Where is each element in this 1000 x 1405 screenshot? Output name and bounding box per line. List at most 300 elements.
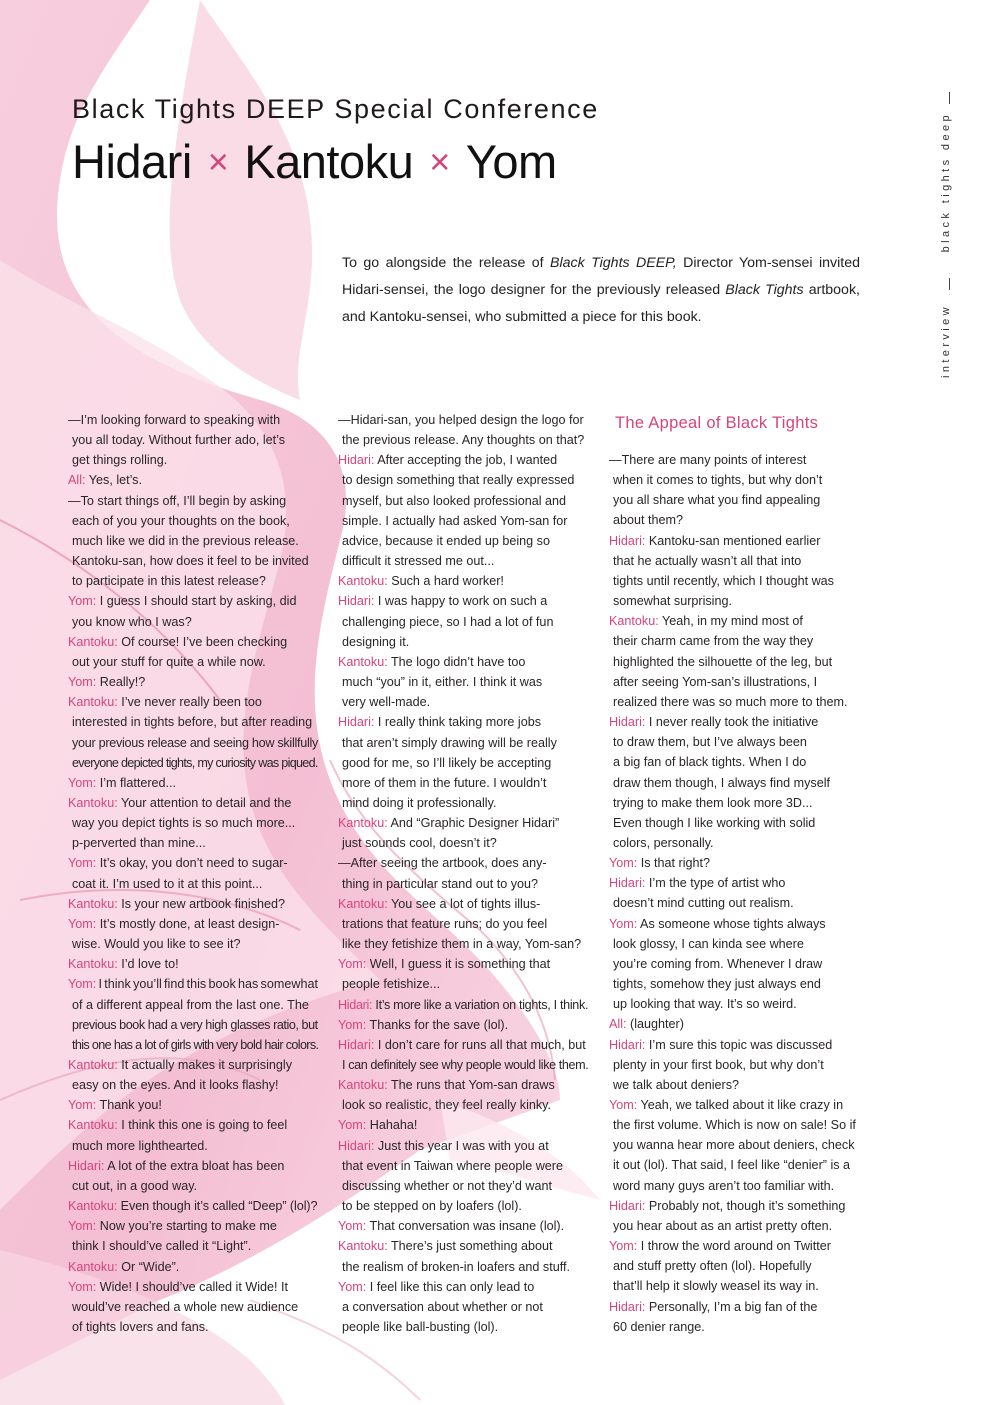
interview-column-3 bbox=[609, 410, 859, 1337]
line-text: to participate in this latest release? bbox=[72, 574, 266, 589]
line-text: would’ve reached a whole new audience bbox=[72, 1299, 299, 1314]
interview-line bbox=[609, 813, 859, 833]
line-text: to design something that really expressed bbox=[342, 473, 575, 488]
line-text: get things rolling. bbox=[72, 453, 168, 468]
interview-line bbox=[68, 591, 318, 611]
line-text: everyone depicted tights, my curiosity was piqued. bbox=[72, 755, 318, 770]
line-text: It’s more like a variation on tights, I think. bbox=[372, 997, 588, 1012]
line-text: I’m flattered... bbox=[96, 775, 177, 790]
interview-line bbox=[68, 793, 318, 813]
speaker-name: Yom: bbox=[68, 775, 97, 790]
line-text: —I’m looking forward to speaking with bbox=[68, 413, 281, 427]
line-text: (laughter) bbox=[626, 1017, 684, 1032]
line-text: you all today. Without further ado, let’s bbox=[72, 433, 286, 448]
line-text: A lot of the extra bloat has been bbox=[104, 1158, 285, 1173]
line-text: wise. Would you like to see it? bbox=[72, 937, 241, 952]
line-text: You see a lot of tights illus- bbox=[387, 896, 541, 911]
interview-line bbox=[68, 1297, 318, 1317]
speaker-name: Hidari: bbox=[338, 1138, 375, 1153]
interview-line bbox=[609, 1055, 859, 1075]
line-text: tights until recently, which I thought was bbox=[613, 573, 834, 588]
title-name-3: Yom bbox=[465, 135, 557, 188]
line-text: Probably not, though it’s something bbox=[645, 1198, 846, 1213]
interview-line bbox=[609, 752, 859, 772]
interview-line bbox=[68, 1196, 318, 1216]
interview-line bbox=[609, 571, 859, 591]
interview-line bbox=[68, 1176, 318, 1196]
interview-line bbox=[338, 430, 588, 450]
interview-line bbox=[338, 692, 588, 712]
speaker-name: All: bbox=[609, 1017, 627, 1032]
line-text: after seeing Yom-san’s illustrations, I bbox=[613, 674, 818, 689]
interview-line bbox=[609, 1216, 859, 1236]
line-text: mind doing it professionally. bbox=[342, 795, 497, 810]
interview-line bbox=[338, 672, 588, 692]
line-text: simple. I actually had asked Yom-san for bbox=[342, 513, 568, 528]
line-text: out your stuff for quite a while now. bbox=[72, 654, 266, 669]
line-text: more of them in the future. I wouldn’t bbox=[342, 775, 547, 790]
line-text: I guess I should start by asking, did bbox=[96, 594, 297, 609]
line-text: that event in Taiwan where people were bbox=[342, 1158, 563, 1173]
line-text: discussing whether or not they’d want bbox=[342, 1178, 553, 1193]
side-divider-top bbox=[949, 92, 950, 104]
speaker-name: Kantoku: bbox=[338, 574, 388, 589]
line-text: word many guys aren’t too familiar with. bbox=[613, 1178, 835, 1193]
line-text: —There are many points of interest bbox=[609, 453, 807, 467]
line-text: about them? bbox=[613, 513, 684, 528]
interview-line bbox=[609, 1256, 859, 1276]
line-text: a conversation about whether or not bbox=[342, 1299, 543, 1314]
interview-line bbox=[68, 470, 318, 490]
line-text: their charm came from the way they bbox=[613, 634, 814, 649]
interview-line bbox=[609, 833, 859, 853]
speaker-name: Kantoku: bbox=[68, 1118, 118, 1133]
interview-line bbox=[68, 1156, 318, 1176]
speaker-name: Hidari: bbox=[609, 533, 646, 548]
line-text: doesn’t mind cutting out realism. bbox=[613, 896, 794, 911]
line-text: Now you’re starting to make me bbox=[96, 1219, 277, 1234]
line-text: It’s okay, you don’t need to sugar- bbox=[96, 856, 288, 871]
interview-line bbox=[338, 571, 588, 591]
line-text: I throw the word around on Twitter bbox=[637, 1239, 831, 1254]
interview-line bbox=[68, 813, 318, 833]
interview-line bbox=[338, 531, 588, 551]
interview-line bbox=[68, 934, 318, 954]
line-text: And “Graphic Designer Hidari” bbox=[387, 816, 560, 831]
line-text: much more lighthearted. bbox=[72, 1138, 208, 1153]
line-text: I can definitely see why people would like them. bbox=[342, 1058, 588, 1072]
interview-line bbox=[609, 672, 859, 692]
interview-line bbox=[338, 632, 588, 652]
interview-line bbox=[338, 1015, 588, 1035]
interview-line bbox=[609, 652, 859, 672]
speaker-name: Yom: bbox=[338, 1118, 367, 1133]
interview-line bbox=[68, 1277, 318, 1297]
line-text: I think you’ll find this book has somewhat bbox=[96, 977, 318, 992]
line-text: Your attention to detail and the bbox=[117, 795, 292, 810]
line-text: I was happy to work on such a bbox=[374, 594, 548, 609]
line-text: p-perverted than mine... bbox=[72, 836, 206, 851]
line-text: trations that feature runs; do you feel bbox=[342, 916, 548, 931]
interview-line bbox=[68, 632, 318, 652]
pre-title: Black Tights DEEP Special Conference bbox=[72, 94, 599, 124]
interview-line bbox=[338, 954, 588, 974]
line-text: of a different appeal from the last one. The bbox=[72, 997, 309, 1012]
line-text: we talk about deniers? bbox=[613, 1077, 740, 1092]
speaker-name: Kantoku: bbox=[338, 654, 388, 669]
interview-line bbox=[338, 1196, 588, 1216]
line-text: Is that right? bbox=[637, 856, 711, 871]
interview-line bbox=[68, 974, 318, 994]
line-text: I feel like this can only lead to bbox=[366, 1279, 535, 1294]
line-text: Yes, let’s. bbox=[85, 473, 142, 488]
speaker-name: Yom: bbox=[338, 1219, 367, 1234]
section-heading: The Appeal of Black Tights bbox=[615, 414, 819, 432]
speaker-name: Hidari: bbox=[609, 1198, 646, 1213]
interview-line bbox=[338, 591, 588, 611]
line-text: look glossy, I can kinda see where bbox=[613, 936, 804, 951]
interview-line bbox=[609, 1236, 859, 1256]
interview-line bbox=[338, 1216, 588, 1236]
interview-line bbox=[68, 995, 318, 1015]
speaker-name: Kantoku: bbox=[338, 896, 388, 911]
interview-line bbox=[68, 612, 318, 632]
line-text: way you depict tights is so much more... bbox=[72, 816, 296, 831]
line-text: Such a hard worker! bbox=[387, 574, 504, 589]
speaker-name: Kantoku: bbox=[68, 957, 118, 972]
speaker-name: Kantoku: bbox=[338, 1078, 388, 1093]
line-text: —Hidari-san, you helped design the logo for bbox=[338, 413, 584, 427]
interview-line bbox=[609, 974, 859, 994]
interview-line bbox=[609, 470, 859, 490]
interview-line bbox=[68, 773, 318, 793]
line-text: —To start things off, I’ll begin by asking bbox=[68, 493, 287, 508]
interview-line bbox=[609, 1155, 859, 1175]
speaker-name: Kantoku: bbox=[68, 1058, 118, 1072]
interview-line bbox=[338, 874, 588, 894]
interview-line bbox=[68, 491, 318, 511]
interview-line bbox=[338, 1277, 588, 1297]
interview-line bbox=[338, 1095, 588, 1115]
interview-line bbox=[609, 1196, 859, 1216]
title-separator-2: × bbox=[429, 141, 450, 182]
line-text: much like we did in the previous release. bbox=[72, 533, 299, 548]
line-text: much “you” in it, either. I think it was bbox=[342, 675, 543, 690]
line-text: Kantoku-san mentioned earlier bbox=[645, 533, 821, 548]
interview-line bbox=[338, 995, 588, 1015]
interview-line bbox=[68, 1216, 318, 1236]
line-text: I don’t care for runs all that much, but bbox=[374, 1037, 586, 1052]
interview-line bbox=[338, 1156, 588, 1176]
interview-line bbox=[609, 1014, 859, 1034]
interview-line bbox=[609, 591, 859, 611]
interview-line bbox=[338, 773, 588, 793]
line-text: that’ll help it slowly weasel its way in. bbox=[613, 1279, 819, 1294]
line-text: when it comes to tights, but why don’t bbox=[613, 473, 823, 488]
line-text: the previous release. Any thoughts on that? bbox=[342, 433, 585, 448]
interview-line bbox=[338, 1317, 588, 1337]
line-text: easy on the eyes. And it looks flashy! bbox=[72, 1078, 279, 1093]
speaker-name: Kantoku: bbox=[68, 1259, 118, 1274]
speaker-name: Kantoku: bbox=[68, 896, 118, 911]
interview-line bbox=[338, 410, 588, 430]
speaker-name: Hidari: bbox=[609, 715, 646, 730]
interview-line bbox=[68, 531, 318, 551]
interview-line bbox=[338, 914, 588, 934]
interview-line bbox=[609, 1115, 859, 1135]
speaker-name: Yom: bbox=[68, 675, 97, 690]
speaker-name: Yom: bbox=[609, 856, 638, 871]
line-text: The runs that Yom-san draws bbox=[387, 1078, 555, 1093]
interview-line bbox=[609, 450, 859, 470]
interview-line bbox=[68, 1236, 318, 1256]
line-text: Personally, I’m a big fan of the bbox=[645, 1299, 818, 1314]
line-text: your previous release and seeing how skillfully bbox=[72, 735, 318, 750]
line-text: a big fan of black tights. When I do bbox=[613, 755, 807, 770]
line-text: As someone whose tights always bbox=[637, 916, 826, 931]
line-text: people fetishize... bbox=[342, 977, 441, 992]
interview-line bbox=[609, 1276, 859, 1296]
interview-line bbox=[68, 1136, 318, 1156]
line-text: plenty in your first book, but why don’t bbox=[613, 1057, 824, 1072]
interview-line bbox=[338, 813, 588, 833]
speaker-name: Kantoku: bbox=[68, 795, 118, 810]
interview-line bbox=[338, 712, 588, 732]
interview-line bbox=[68, 551, 318, 571]
speaker-name: Hidari: bbox=[338, 997, 373, 1012]
line-text: challenging piece, so I had a lot of fun bbox=[342, 614, 554, 629]
line-text: thing in particular stand out to you? bbox=[342, 876, 539, 891]
speaker-name: Yom: bbox=[609, 1098, 638, 1112]
line-text: Thanks for the save (lol). bbox=[366, 1017, 509, 1032]
interview-line bbox=[68, 954, 318, 974]
line-text: It’s mostly done, at least design- bbox=[96, 916, 280, 931]
interview-line bbox=[68, 511, 318, 531]
interview-line bbox=[338, 612, 588, 632]
interview-line bbox=[609, 1135, 859, 1155]
line-text: Thank you! bbox=[96, 1098, 162, 1113]
interview-line bbox=[609, 793, 859, 813]
interview-column-2 bbox=[338, 410, 588, 1337]
line-text: of tights lovers and fans. bbox=[72, 1320, 209, 1335]
speaker-name: Yom: bbox=[68, 977, 97, 992]
line-text: it out (lol). That said, I feel like “denier” is a bbox=[613, 1158, 851, 1173]
line-text: to draw them, but I’ve always been bbox=[613, 735, 807, 750]
line-text: you’re coming from. Whenever I draw bbox=[613, 956, 823, 971]
line-text: previous book had a very high glasses ratio, but bbox=[72, 1017, 318, 1032]
line-text: to be stepped on by loafers (lol). bbox=[342, 1199, 522, 1214]
speaker-name: Yom: bbox=[609, 1239, 638, 1254]
line-text: coat it. I’m used to it at this point... bbox=[72, 876, 263, 891]
speaker-name: Kantoku: bbox=[68, 634, 118, 649]
title-name-2: Kantoku bbox=[244, 135, 414, 188]
interview-column-1 bbox=[68, 410, 318, 1337]
speaker-name: Kantoku: bbox=[338, 816, 388, 831]
title-separator-1: × bbox=[207, 141, 229, 182]
interview-line bbox=[338, 1297, 588, 1317]
side-divider-middle bbox=[949, 278, 950, 290]
side-label-book: black tights deep bbox=[940, 112, 952, 253]
interview-line bbox=[68, 1055, 318, 1075]
line-text: I really think taking more jobs bbox=[374, 715, 541, 730]
interview-line bbox=[609, 773, 859, 793]
speaker-name: Hidari: bbox=[338, 453, 375, 468]
interview-line bbox=[338, 652, 588, 672]
speaker-name: Kantoku: bbox=[338, 1239, 388, 1254]
line-text: 60 denier range. bbox=[613, 1319, 705, 1334]
interview-line bbox=[609, 914, 859, 934]
title-name-1: Hidari bbox=[72, 135, 192, 188]
line-text: good for me, so I’ll likely be accepting bbox=[342, 755, 552, 770]
speaker-name: Hidari: bbox=[609, 1037, 646, 1052]
line-text: trying to make them look more 3D... bbox=[613, 795, 813, 810]
interview-line bbox=[609, 1317, 859, 1337]
line-text: That conversation was insane (lol). bbox=[366, 1219, 565, 1234]
interview-line bbox=[338, 1136, 588, 1156]
interview-line bbox=[609, 510, 859, 530]
interview-line bbox=[338, 1055, 588, 1075]
interview-line bbox=[609, 873, 859, 893]
interview-line bbox=[338, 853, 588, 873]
interview-line bbox=[609, 1035, 859, 1055]
interview-line bbox=[338, 1035, 588, 1055]
interview-line bbox=[68, 853, 318, 873]
interview-line bbox=[68, 1095, 318, 1115]
line-text: tights, somehow they just always end bbox=[613, 977, 821, 992]
speaker-name: All: bbox=[68, 473, 86, 488]
interview-line bbox=[609, 1095, 859, 1115]
interview-line bbox=[609, 954, 859, 974]
interview-line bbox=[609, 1075, 859, 1095]
interview-line bbox=[338, 753, 588, 773]
interview-line bbox=[68, 1035, 318, 1055]
line-text: Even though it’s called “Deep” (lol)? bbox=[117, 1199, 318, 1214]
line-text: designing it. bbox=[342, 634, 410, 649]
line-text: you know who I was? bbox=[72, 614, 192, 629]
page-title bbox=[72, 134, 557, 189]
speaker-name: Yom: bbox=[68, 916, 97, 931]
speaker-name: Hidari: bbox=[338, 594, 375, 609]
interview-line bbox=[609, 712, 859, 732]
speaker-name: Hidari: bbox=[609, 876, 646, 891]
interview-line bbox=[68, 1075, 318, 1095]
interview-line bbox=[609, 631, 859, 651]
line-text: difficult it stressed me out... bbox=[342, 554, 495, 569]
line-text: you all share what you find appealing bbox=[613, 493, 821, 508]
line-text: I think this one is going to feel bbox=[117, 1118, 288, 1133]
line-text: up looking that way. It’s so weird. bbox=[613, 997, 797, 1012]
interview-line bbox=[338, 894, 588, 914]
interview-line bbox=[68, 692, 318, 712]
line-text: this one has a lot of girls with very bold hair colors. bbox=[72, 1037, 318, 1052]
interview-line bbox=[338, 1115, 588, 1135]
interview-line bbox=[338, 491, 588, 511]
interview-line bbox=[68, 430, 318, 450]
side-label bbox=[938, 92, 962, 392]
line-text: cut out, in a good way. bbox=[72, 1178, 198, 1193]
interview-line bbox=[609, 853, 859, 873]
interview-line bbox=[338, 833, 588, 853]
interview-line bbox=[68, 1317, 318, 1337]
interview-line bbox=[338, 1075, 588, 1095]
line-text: each of you your thoughts on the book, bbox=[72, 513, 290, 528]
line-text: people like ball-busting (lol). bbox=[342, 1320, 499, 1335]
interview-line bbox=[68, 410, 318, 430]
line-text: The logo didn’t have too bbox=[387, 654, 526, 669]
speaker-name: Hidari: bbox=[338, 1037, 375, 1052]
line-text: —After seeing the artbook, does any- bbox=[338, 856, 547, 871]
interview-line bbox=[609, 531, 859, 551]
speaker-name: Yom: bbox=[68, 856, 97, 871]
speaker-name: Yom: bbox=[338, 1017, 367, 1032]
speaker-name: Yom: bbox=[338, 1279, 367, 1294]
interview-line bbox=[68, 712, 318, 732]
line-text: Well, I guess it is something that bbox=[366, 957, 551, 972]
line-text: realized there was so much more to them. bbox=[613, 694, 848, 709]
interview-line bbox=[609, 934, 859, 954]
line-text: look so realistic, they feel really kinky. bbox=[342, 1098, 552, 1113]
interview-line bbox=[338, 511, 588, 531]
line-text: Is your new artbook finished? bbox=[117, 896, 286, 911]
line-text: that he actually wasn’t all that into bbox=[613, 553, 802, 568]
line-text: I’m the type of artist who bbox=[645, 876, 786, 891]
interview-line bbox=[68, 874, 318, 894]
interview-line bbox=[338, 733, 588, 753]
line-text: myself, but also looked professional and bbox=[342, 493, 567, 508]
line-text: I’d love to! bbox=[117, 957, 179, 972]
interview-line bbox=[338, 470, 588, 490]
line-text: and stuff pretty often (lol). Hopefully bbox=[613, 1259, 812, 1274]
speaker-name: Hidari: bbox=[338, 715, 375, 730]
line-text: Wide! I should’ve called it Wide! It bbox=[96, 1279, 289, 1294]
line-text: the first volume. Which is now on sale! So if bbox=[613, 1118, 856, 1133]
interview-line bbox=[338, 934, 588, 954]
line-text: Really!? bbox=[96, 675, 146, 690]
line-text: Kantoku-san, how does it feel to be invited bbox=[72, 554, 309, 569]
speaker-name: Kantoku: bbox=[68, 1199, 118, 1214]
interview-line bbox=[609, 1297, 859, 1317]
line-text: interested in tights before, but after reading bbox=[72, 715, 313, 730]
line-text: Yeah, we talked about it like crazy in bbox=[637, 1098, 844, 1112]
line-text: you hear about as an artist pretty often. bbox=[613, 1218, 833, 1233]
line-text: very well-made. bbox=[342, 695, 431, 710]
line-text: just sounds cool, doesn’t it? bbox=[342, 836, 497, 851]
interview-line bbox=[609, 732, 859, 752]
line-text: somewhat surprising. bbox=[613, 594, 732, 609]
line-text: highlighted the silhouette of the leg, but bbox=[613, 654, 833, 669]
line-text: I’m sure this topic was discussed bbox=[645, 1037, 833, 1052]
line-text: It actually makes it surprisingly bbox=[117, 1058, 292, 1072]
interview-line bbox=[68, 1115, 318, 1135]
intro-paragraph: To go alongside the release of Black Tights DEEP, Director Yom-sensei invited Hidari-sensei, the logo designer for the previously released Black Tights artbook, and Kantoku-sensei, who submitted a piece for this book. bbox=[342, 255, 860, 325]
line-text: that aren’t simply drawing will be really bbox=[342, 735, 557, 750]
interview-line bbox=[68, 652, 318, 672]
line-text: advice, because it ended up being so bbox=[342, 533, 550, 548]
interview-line bbox=[609, 994, 859, 1014]
interview-line bbox=[609, 490, 859, 510]
speaker-name: Hidari: bbox=[609, 1299, 646, 1314]
intro-book-title-1: Black Tights DEEP, bbox=[550, 255, 677, 271]
line-text: I’ve never really been too bbox=[117, 695, 262, 710]
speaker-name: Yom: bbox=[68, 1098, 97, 1113]
interview-line bbox=[68, 571, 318, 591]
interview-line bbox=[338, 1176, 588, 1196]
interview-line bbox=[68, 1015, 318, 1035]
interview-line bbox=[338, 450, 588, 470]
line-text: colors, personally. bbox=[613, 835, 714, 850]
line-text: think I should’ve called it “Light”. bbox=[72, 1239, 252, 1254]
speaker-name: Yom: bbox=[68, 594, 97, 609]
